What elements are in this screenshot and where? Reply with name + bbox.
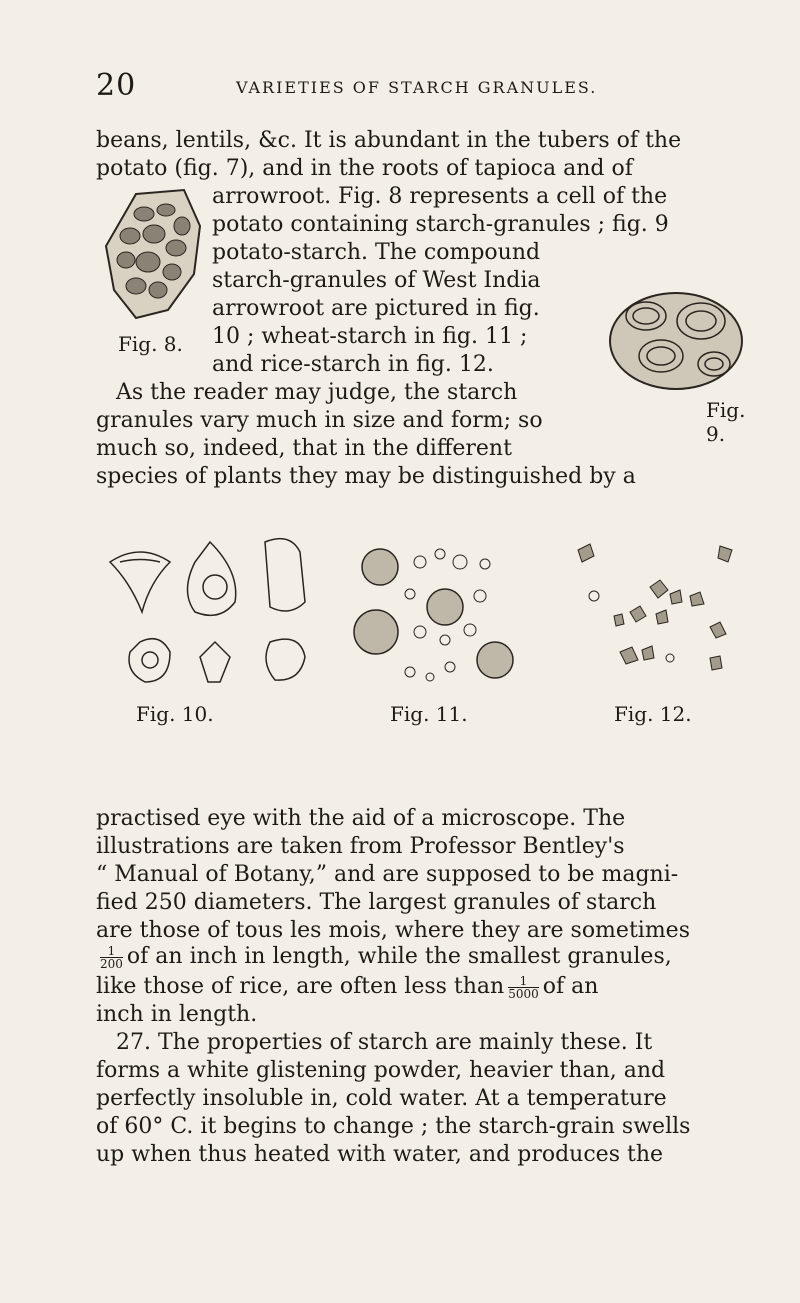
text-line: much so, indeed, that in the different [96, 436, 512, 461]
text-line: are those of tous les mois, where they are sometimes [96, 918, 690, 943]
fig-8-caption: Fig. 8. [118, 332, 183, 356]
fig-9-caption: Fig. 9. [706, 398, 746, 446]
page-header [96, 68, 740, 108]
text-line [96, 944, 672, 970]
text-line: species of plants they may be distinguished by a [96, 464, 636, 489]
text-span: of an [542, 974, 599, 999]
text-span: of an inch in length, while the smallest granules, [126, 944, 672, 969]
text-line: potato containing starch-granules ; fig. 9 [212, 212, 669, 237]
text-line: potato (fig. 7), and in the roots of tapioca and of [96, 156, 633, 181]
rice-starch-illustration [560, 532, 750, 697]
text-line: starch-granules of West India [212, 268, 541, 293]
fraction [508, 975, 539, 1000]
arrowroot-granules-illustration [100, 532, 330, 692]
text-line: 10 ; wheat-starch in fig. 11 ; [212, 324, 528, 349]
text-line: and rice-starch in fig. 12. [212, 352, 494, 377]
fraction [100, 945, 123, 970]
running-head: VARIETIES OF STARCH GRANULES. [236, 78, 598, 97]
text-line: practised eye with the aid of a microscope. The [96, 806, 626, 831]
fig-11-caption: Fig. 11. [390, 702, 468, 726]
fraction-numerator: 1 [100, 945, 123, 958]
page-number: 20 [96, 68, 137, 103]
figure-12 [560, 532, 750, 732]
fig-12-caption: Fig. 12. [614, 702, 692, 726]
text-line: “ Manual of Botany,” and are supposed to be magni- [96, 862, 679, 887]
wheat-starch-illustration [350, 532, 520, 697]
text-line [96, 974, 598, 1000]
fraction-numerator: 1 [508, 975, 539, 988]
text-line: potato-starch. The compound [212, 240, 541, 265]
text-span: like those of rice, are often less than [96, 974, 505, 999]
text-line: fied 250 diameters. The largest granules of starch [96, 890, 657, 915]
text-line: illustrations are taken from Professor Bentley's [96, 834, 625, 859]
text-line: 27. The properties of starch are mainly these. It [116, 1030, 653, 1055]
fraction-denominator: 200 [100, 956, 123, 971]
text-line: inch in length. [96, 1002, 258, 1027]
text-line: up when thus heated with water, and produces the [96, 1142, 664, 1167]
text-line: of 60° C. it begins to change ; the starch-grain swells [96, 1114, 691, 1139]
text-line: granules vary much in size and form; so [96, 408, 543, 433]
figure-11 [350, 532, 520, 732]
text-line: arrowroot are pictured in fig. [212, 296, 540, 321]
figure-9 [606, 286, 756, 446]
potato-cell-illustration [96, 186, 206, 326]
fraction-denominator: 5000 [508, 986, 539, 1001]
fig-10-caption: Fig. 10. [136, 702, 214, 726]
text-line: As the reader may judge, the starch [116, 380, 518, 405]
figure-8 [96, 186, 206, 356]
text-line: beans, lentils, &c. It is abundant in the tubers of the [96, 128, 682, 153]
potato-starch-illustration [606, 286, 756, 396]
figure-10 [100, 532, 330, 732]
text-line: forms a white glistening powder, heavier than, and [96, 1058, 666, 1083]
text-line: arrowroot. Fig. 8 represents a cell of the [212, 184, 668, 209]
text-line: perfectly insoluble in, cold water. At a temperature [96, 1086, 667, 1111]
